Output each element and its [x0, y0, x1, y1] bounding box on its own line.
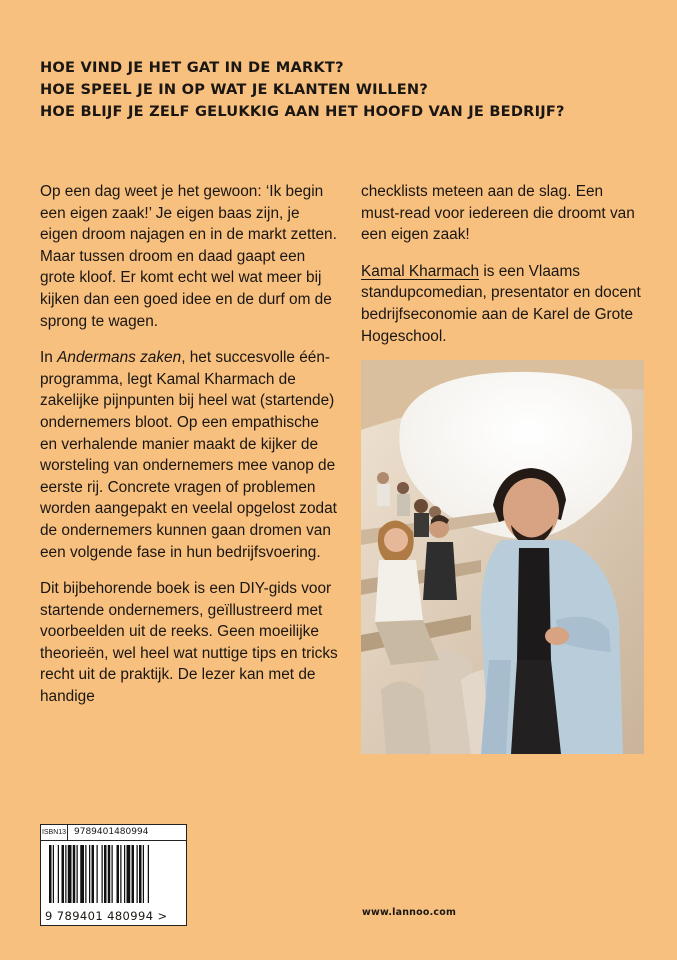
program-description: , het succesvolle één-programma, legt Kamal Kharmach de zakelijke pijnpunten bij heel wat (startende) ondernemers bloot. Op een empathische en verhalende manier maakt de kijker de worsteling van ondernemers mee vanop de eerste rij. Concrete vragen of problemen worden aangepakt en veelal opgelost zodat de ondernemers kunnen gaan dromen van een volgende fase in hun bedrijfsvoering.	[40, 349, 337, 561]
intro-paragraph: Op een dag weet je het gewoon: ‘Ik begin een eigen zaak!’ Je eigen baas zijn, je eigen droom najagen en in de markt zetten. Maar tussen droom en daad gaapt een grote kloof. Er komt echt wel wat meer bij kijken dan een goed idee en de durf om de sprong te wagen.	[40, 183, 337, 330]
book-paragraph: Dit bijbehorende boek is een DIY-gids voor startende ondernemers, geïllustreerd met voorbeelden uit de reeks. Geen moeilijke theorieën, wel heel wat nuttige tips en tricks recht uit de praktijk. De lezer kan met de handige	[40, 580, 338, 706]
headline-3: HOE BLIJF JE ZELF GELUKKIG AAN HET HOOFD VAN JE BEDRIJF?	[40, 103, 565, 120]
isbn-barcode	[40, 824, 187, 926]
isbn-header	[41, 825, 186, 841]
isbn-value: 9789401480994	[74, 827, 149, 837]
author-photo	[361, 360, 644, 754]
continuation-paragraph: checklists meteen aan de slag. Een must-read voor iedereen die droomt van een eigen zaak!	[361, 183, 635, 244]
right-text-column	[361, 181, 643, 362]
program-paragraph	[40, 347, 340, 563]
barcode-digits: 9 789401 480994 >	[45, 909, 183, 923]
author-name: Kamal Kharmach	[361, 262, 480, 280]
headline-1: HOE VIND JE HET GAT IN DE MARKT?	[40, 59, 344, 76]
left-text-column	[40, 181, 340, 723]
headline-2: HOE SPEEL JE IN OP WAT JE KLANTEN WILLEN?	[40, 81, 429, 98]
program-prefix: In	[40, 349, 58, 367]
headline-block	[40, 57, 650, 123]
program-title: Andermans zaken	[57, 349, 182, 367]
publisher-website: www.lannoo.com	[362, 907, 457, 918]
author-bio-paragraph	[361, 261, 643, 347]
barcode-bars	[41, 841, 186, 907]
author-bio: is een Vlaams standupcomedian, presentator en docent bedrijfseconomie aan de Karel de Grote Hogeschool.	[361, 262, 641, 345]
isbn-label: ISBN13	[41, 825, 68, 840]
